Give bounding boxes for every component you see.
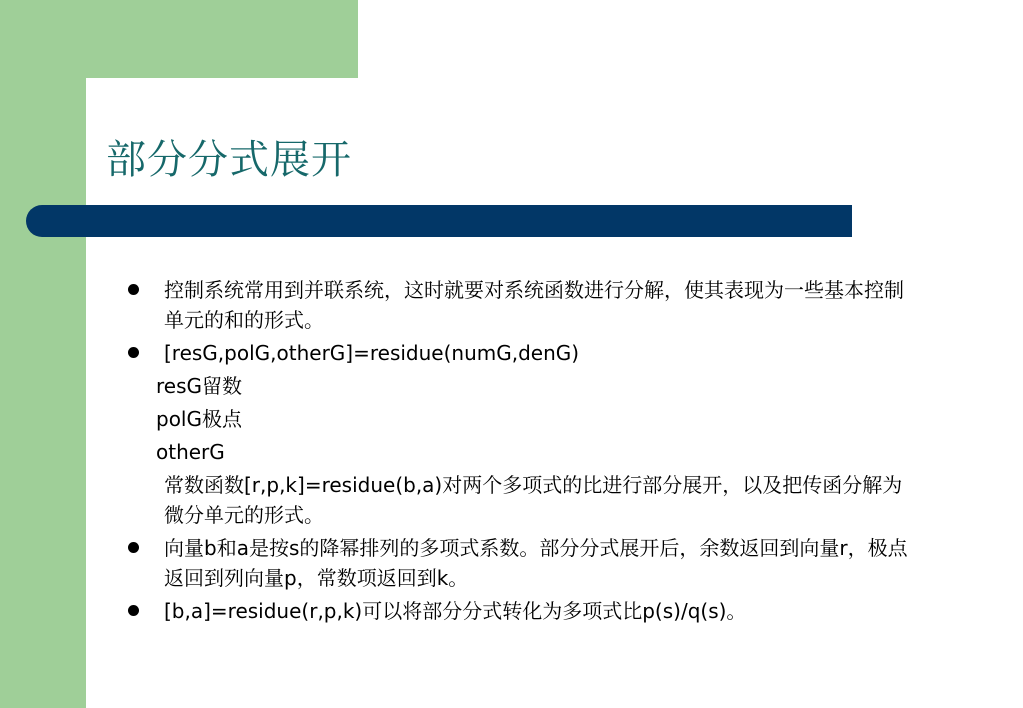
top-green-band	[0, 0, 358, 78]
bullet-item	[128, 275, 918, 335]
bullet-dot-icon	[128, 284, 139, 295]
slide-title: 部分分式展开	[106, 137, 352, 183]
bullet-text: 控制系统常用到并联系统，这时就要对系统函数进行分解，使其表现为一些基本控制单元的和的形式。	[164, 278, 904, 332]
sub-line-resg: resG留数	[156, 374, 243, 398]
bullet-dot-icon	[128, 347, 139, 358]
description-text: 常数函数[r,p,k]=residue(b,a)对两个多项式的比进行部分展开，以及把传函分解为微分单元的形式。	[164, 473, 903, 527]
bullet-item	[128, 596, 918, 626]
slide-body	[128, 275, 918, 629]
bullet-text: 向量b和a是按s的降幂排列的多项式系数。部分分式展开后，余数返回到向量r，极点返回到列向量p，常数项返回到k。	[164, 536, 908, 590]
left-green-band	[0, 0, 86, 708]
bullet-item	[128, 338, 918, 368]
sub-line-otherg: otherG	[156, 440, 225, 464]
bullet-dot-icon	[128, 542, 139, 553]
bullet-dot-icon	[128, 605, 139, 616]
bullet-text: [resG,polG,otherG]=residue(numG,denG)	[164, 341, 580, 365]
title-underline-bar	[26, 205, 852, 237]
bullet-text: [b,a]=residue(r,p,k)可以将部分分式转化为多项式比p(s)/q(s)。	[164, 599, 747, 623]
sub-line-polg: polG极点	[156, 407, 242, 431]
bullet-item	[128, 533, 918, 593]
